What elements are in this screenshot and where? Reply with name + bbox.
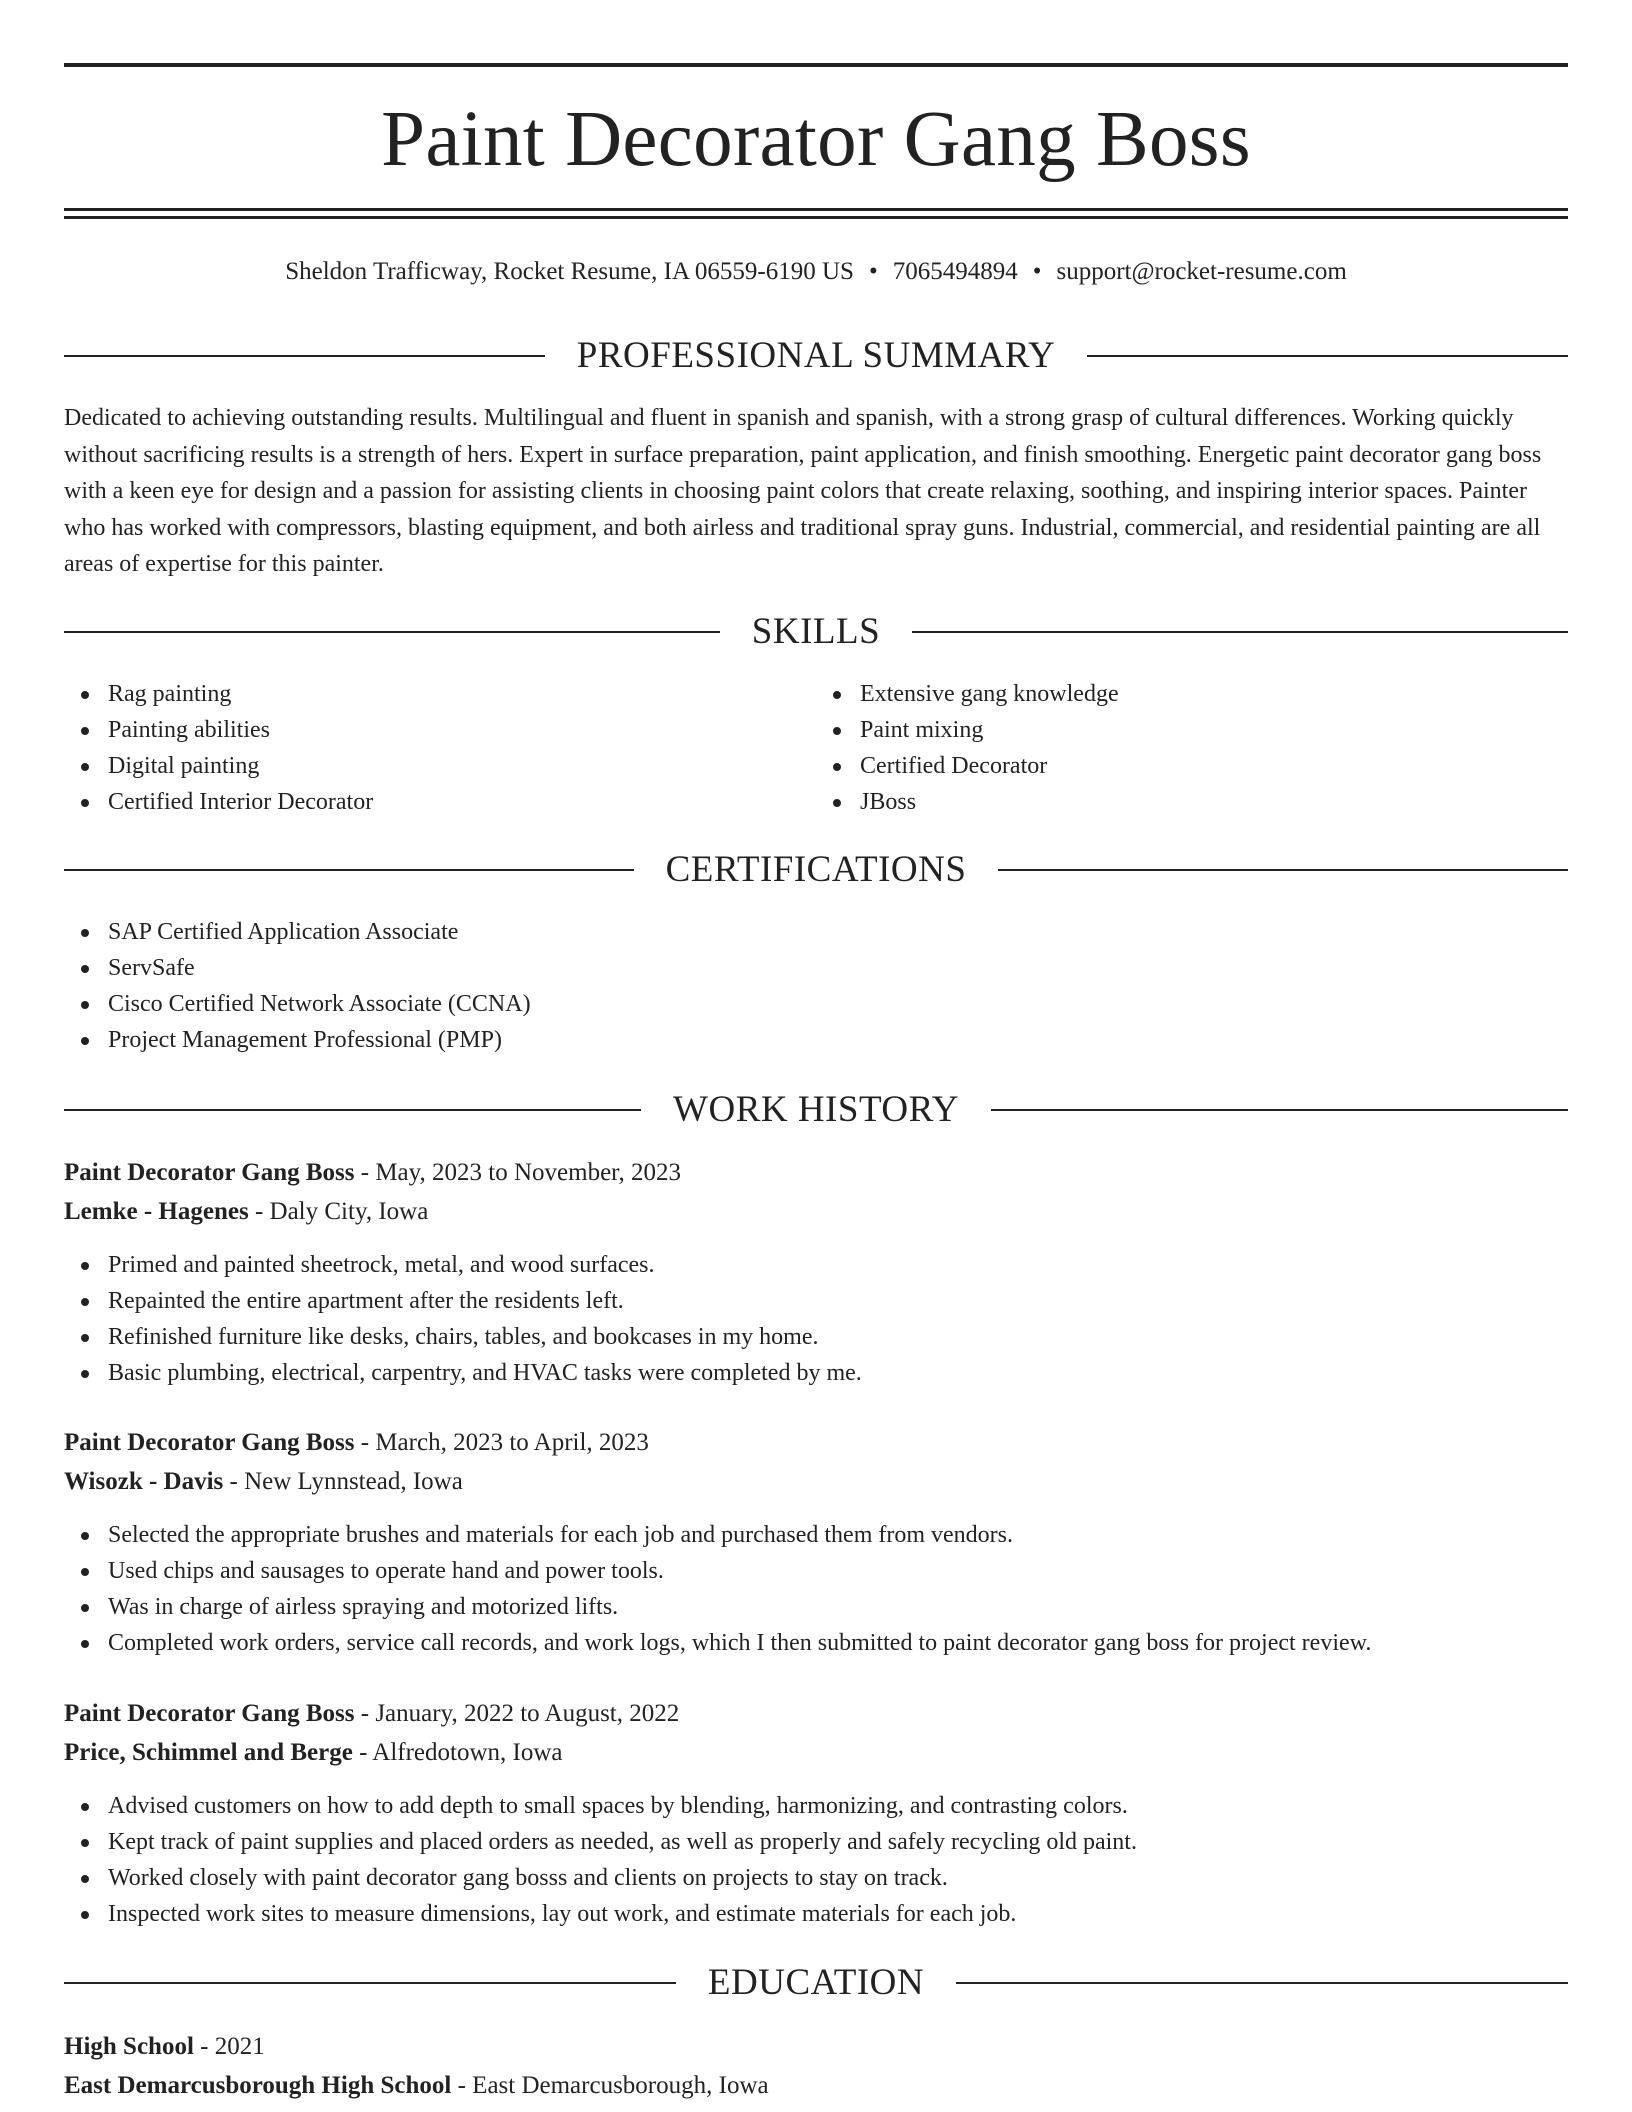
- certification-item: Project Management Professional (PMP): [64, 1022, 1568, 1058]
- job-bullets: [64, 1517, 1568, 1661]
- section-heading-education: [64, 1961, 1568, 2005]
- job-bullet: Refinished furniture like desks, chairs, tables, and bookcases in my home.: [64, 1319, 1568, 1355]
- job-bullets: [64, 1788, 1568, 1932]
- skills-column-left: [64, 676, 816, 820]
- contact-separator: •: [868, 258, 878, 285]
- heading-rule: [912, 631, 1568, 633]
- heading-rule: [956, 1982, 1568, 1984]
- job-title-line: [64, 1153, 1568, 1192]
- summary-text: Dedicated to achieving outstanding results. Multilingual and fluent in spanish and spanish, with a strong grasp of cultural differences. Working quickly without sacrificing results is a strength of hers. Expert in surface preparation, paint application, and finish smoothing. Energetic paint decorator gang boss with a keen eye for design and a passion for assisting clients in choosing paint colors that create relaxing, soothing, and inspiring interior spaces. Painter who has worked with compressors, blasting equipment, and both airless and traditional spray guns. Industrial, commercial, and residential painting are all areas of expertise for this painter.: [64, 405, 1542, 577]
- section-heading-skills: [64, 610, 1568, 654]
- certification-item: ServSafe: [64, 950, 1568, 986]
- education-entry: [64, 2027, 1568, 2105]
- name-underline-rule: [64, 208, 1568, 211]
- education-school-line: [64, 2066, 1568, 2105]
- job-entry: [64, 1694, 1568, 1772]
- skill-item: JBoss: [816, 784, 1568, 820]
- job-title: Paint Decorator Gang Boss: [64, 1159, 355, 1186]
- job-location: - Daly City, Iowa: [248, 1198, 429, 1225]
- skill-item: Paint mixing: [816, 712, 1568, 748]
- skill-item: Digital painting: [64, 748, 816, 784]
- contact-phone: 7065494894: [892, 258, 1018, 285]
- heading-rule: [1087, 355, 1568, 357]
- skill-item: Certified Decorator: [816, 748, 1568, 784]
- candidate-name: Paint Decorator Gang Boss: [381, 96, 1251, 183]
- job-location: - New Lynnstead, Iowa: [223, 1468, 463, 1495]
- contact-address: Sheldon Trafficway, Rocket Resume, IA 06559-6190 US: [285, 258, 854, 285]
- section-title: CERTIFICATIONS: [665, 849, 967, 890]
- education-degree: High School: [64, 2033, 194, 2060]
- heading-rule: [64, 1982, 676, 1984]
- top-rule: [64, 63, 1568, 67]
- job-title-line: [64, 1694, 1568, 1733]
- job-company-line: [64, 1733, 1568, 1772]
- job-title: Paint Decorator Gang Boss: [64, 1700, 355, 1727]
- section-heading-work-history: [64, 1088, 1568, 1132]
- contact-separator: •: [1032, 258, 1042, 285]
- heading-rule: [64, 631, 720, 633]
- job-company: Wisozk - Davis: [64, 1468, 224, 1495]
- contact-email: support@rocket-resume.com: [1056, 258, 1347, 285]
- skills-column-right: [816, 676, 1568, 820]
- job-bullet: Repainted the entire apartment after the residents left.: [64, 1283, 1568, 1319]
- name-underline-rule-2: [64, 216, 1568, 219]
- job-entry: [64, 1153, 1568, 1231]
- section-title: WORK HISTORY: [673, 1089, 959, 1130]
- job-bullet: Selected the appropriate brushes and materials for each job and purchased them from vendors.: [64, 1517, 1568, 1553]
- skill-item: Painting abilities: [64, 712, 816, 748]
- education-school: East Demarcusborough High School: [64, 2072, 452, 2099]
- job-bullet: Inspected work sites to measure dimensions, lay out work, and estimate materials for each job.: [64, 1896, 1568, 1932]
- job-bullet: Primed and painted sheetrock, metal, and wood surfaces.: [64, 1247, 1568, 1283]
- job-title: Paint Decorator Gang Boss: [64, 1429, 355, 1456]
- heading-rule: [64, 355, 545, 357]
- job-bullet: Used chips and sausages to operate hand and power tools.: [64, 1553, 1568, 1589]
- skill-item: Certified Interior Decorator: [64, 784, 816, 820]
- job-dates: - May, 2023 to November, 2023: [354, 1159, 681, 1186]
- heading-rule: [64, 869, 634, 871]
- job-location: - Alfredotown, Iowa: [352, 1739, 563, 1766]
- job-bullets: [64, 1247, 1568, 1391]
- job-title-line: [64, 1423, 1568, 1462]
- certifications-list: [64, 914, 1568, 1058]
- contact-line: [64, 254, 1568, 290]
- heading-rule: [998, 869, 1568, 871]
- job-company-line: [64, 1462, 1568, 1501]
- job-entry: [64, 1423, 1568, 1501]
- heading-rule: [64, 1109, 641, 1111]
- job-company: Price, Schimmel and Berge: [64, 1739, 353, 1766]
- certification-item: Cisco Certified Network Associate (CCNA): [64, 986, 1568, 1022]
- skill-item: Rag painting: [64, 676, 816, 712]
- section-title: EDUCATION: [707, 1962, 925, 2003]
- job-bullet: Was in charge of airless spraying and motorized lifts.: [64, 1589, 1568, 1625]
- education-location: - East Demarcusborough, Iowa: [451, 2072, 769, 2099]
- skill-item: Extensive gang knowledge: [816, 676, 1568, 712]
- skills-list: [64, 676, 1568, 820]
- education-degree-line: [64, 2027, 1568, 2066]
- job-bullet: Worked closely with paint decorator gang bosss and clients on projects to stay on track.: [64, 1860, 1568, 1896]
- job-bullet: Kept track of paint supplies and placed orders as needed, as well as properly and safely recycling old paint.: [64, 1824, 1568, 1860]
- certification-item: SAP Certified Application Associate: [64, 914, 1568, 950]
- job-dates: - March, 2023 to April, 2023: [354, 1429, 649, 1456]
- job-bullet: Advised customers on how to add depth to small spaces by blending, harmonizing, and contrasting colors.: [64, 1788, 1568, 1824]
- section-title: SKILLS: [751, 611, 881, 652]
- job-bullet: Completed work orders, service call records, and work logs, which I then submitted to paint decorator gang boss for project review.: [64, 1625, 1568, 1661]
- section-title: PROFESSIONAL SUMMARY: [576, 335, 1056, 376]
- heading-rule: [991, 1109, 1568, 1111]
- job-company: Lemke - Hagenes: [64, 1198, 249, 1225]
- education-year: - 2021: [193, 2033, 265, 2060]
- section-heading-summary: [64, 334, 1568, 378]
- job-bullet: Basic plumbing, electrical, carpentry, and HVAC tasks were completed by me.: [64, 1355, 1568, 1391]
- job-company-line: [64, 1192, 1568, 1231]
- job-dates: - January, 2022 to August, 2022: [354, 1700, 680, 1727]
- section-heading-certifications: [64, 848, 1568, 892]
